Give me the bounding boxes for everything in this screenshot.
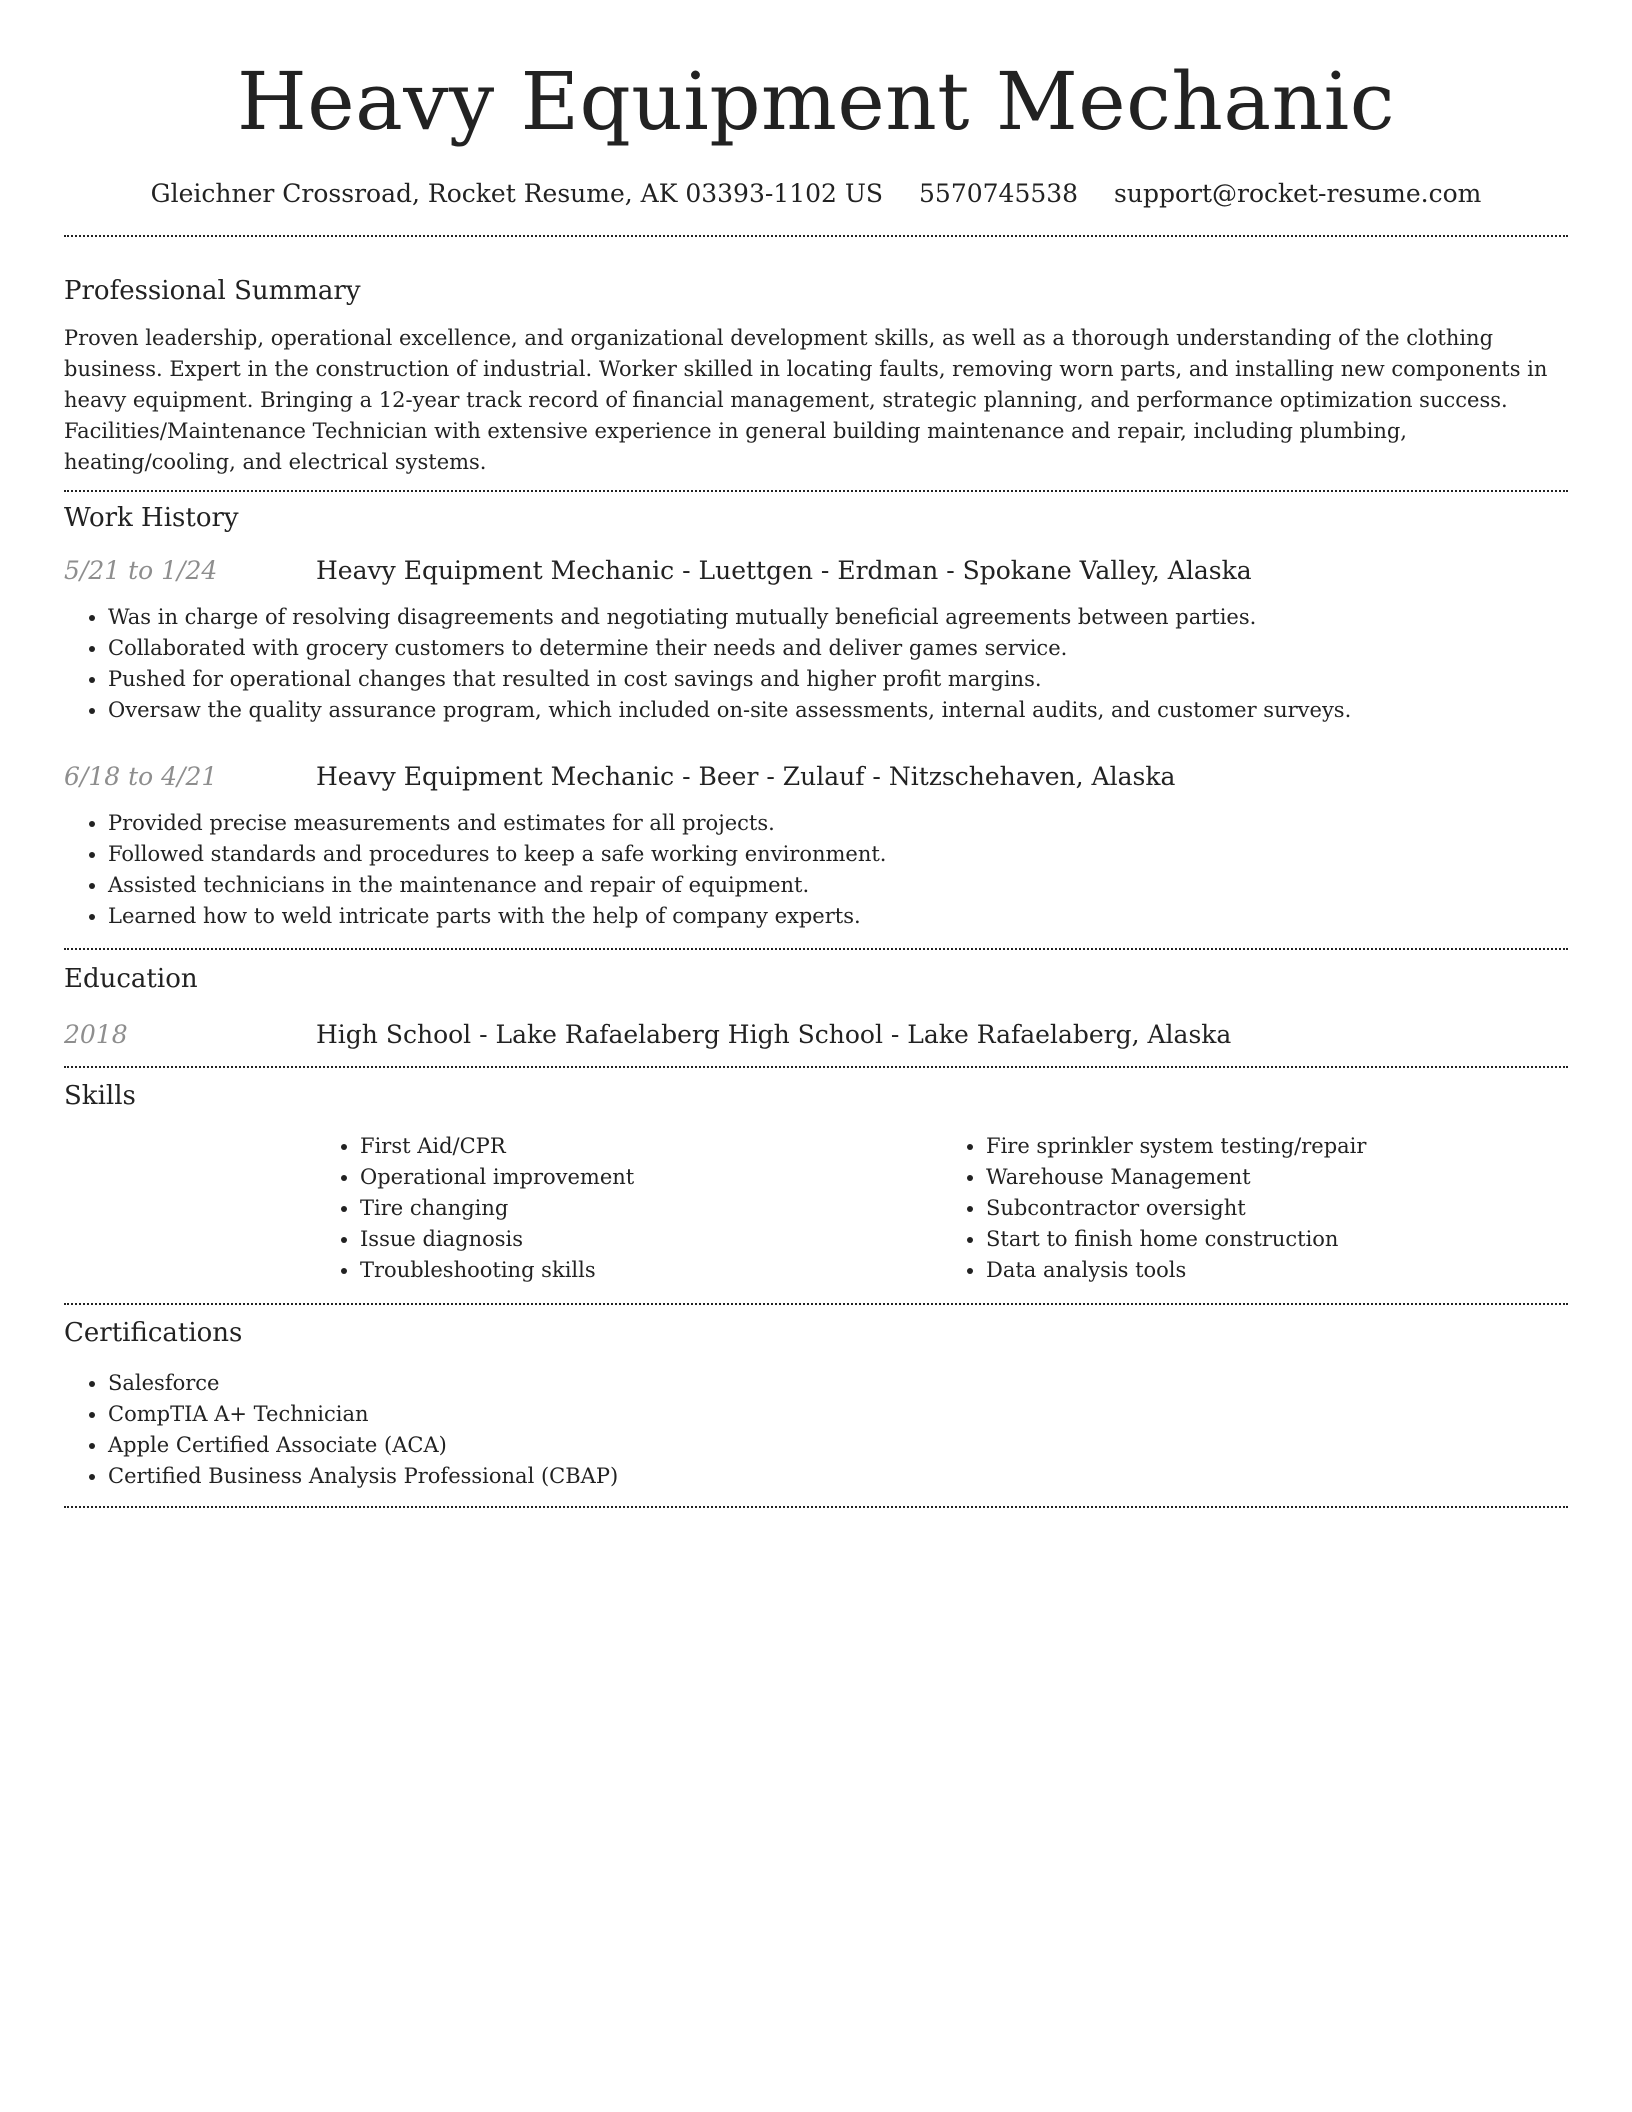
resume-name: Heavy Equipment Mechanic	[236, 55, 1396, 148]
job-company-location: - Luettgen - Erdman - Spokane Valley, Alaska	[674, 556, 1252, 585]
section-title-certifications: Certifications	[64, 1318, 243, 1348]
list-item: • Oversaw the quality assurance program, which included on-site assessments, internal audits, and customer surveys.	[108, 695, 1568, 726]
skills-columns	[316, 1131, 1568, 1286]
contact-line	[64, 178, 1568, 210]
list-item: • First Aid/CPR	[360, 1131, 942, 1162]
list-item: • Operational improvement	[360, 1162, 942, 1193]
section-title-education: Education	[64, 964, 198, 994]
list-item: • Certified Business Analysis Professional (CBAP)	[108, 1461, 1568, 1492]
contact-email: support@rocket-resume.com	[1114, 179, 1482, 208]
list-item: • Provided precise measurements and estimates for all projects.	[108, 808, 1568, 839]
certifications-section	[64, 1316, 1568, 1492]
certifications-list	[64, 1368, 1568, 1492]
contact-phone: 5570745538	[919, 179, 1079, 208]
contact-address: Gleichner Crossroad, Rocket Resume, AK 03393-1102 US	[150, 179, 884, 208]
divider	[64, 235, 1568, 237]
job-entry	[64, 760, 1568, 932]
list-item: • Apple Certified Associate (ACA)	[108, 1430, 1568, 1461]
education-section	[64, 962, 1568, 1052]
education-heading	[316, 1018, 1231, 1052]
summary-section	[64, 274, 1568, 478]
job-dates: 5/21 to 1/24	[64, 556, 218, 585]
list-item: • Pushed for operational changes that resulted in cost savings and higher profit margins.	[108, 664, 1568, 695]
list-item: • CompTIA A+ Technician	[108, 1399, 1568, 1430]
education-school: - Lake Rafaelaberg High School - Lake Rafaelaberg, Alaska	[471, 1020, 1232, 1049]
list-item: • Assisted technicians in the maintenance and repair of equipment.	[108, 870, 1568, 901]
list-item: • Followed standards and procedures to keep a safe working environment.	[108, 839, 1568, 870]
education-degree: High School	[316, 1020, 472, 1049]
education-entry	[64, 1018, 1568, 1052]
list-item: • Data analysis tools	[986, 1255, 1568, 1286]
job-bullets	[64, 808, 1568, 932]
list-item: • Issue diagnosis	[360, 1224, 942, 1255]
work-section	[64, 501, 1568, 932]
section-title-work: Work History	[64, 503, 239, 533]
job-dates: 6/18 to 4/21	[64, 762, 218, 791]
divider	[64, 490, 1568, 492]
job-entry	[64, 554, 1568, 726]
list-item: • Learned how to weld intricate parts with the help of company experts.	[108, 901, 1568, 932]
job-bullets	[64, 602, 1568, 726]
list-item: • Subcontractor oversight	[986, 1193, 1568, 1224]
section-title-summary: Professional Summary	[64, 276, 361, 306]
list-item: • Collaborated with grocery customers to determine their needs and deliver games service.	[108, 633, 1568, 664]
job-company-location: - Beer - Zulauf - Nitzschehaven, Alaska	[674, 762, 1176, 791]
divider	[64, 1506, 1568, 1508]
job-heading	[316, 760, 1175, 794]
job-title: Heavy Equipment Mechanic	[316, 556, 675, 585]
section-title-skills: Skills	[64, 1081, 136, 1111]
education-year: 2018	[64, 1020, 128, 1049]
divider	[64, 1303, 1568, 1305]
list-item: • Fire sprinkler system testing/repair	[986, 1131, 1568, 1162]
skills-list-right	[942, 1131, 1568, 1286]
divider	[64, 948, 1568, 950]
list-item: • Tire changing	[360, 1193, 942, 1224]
skills-section	[64, 1079, 1568, 1286]
list-item: • Was in charge of resolving disagreements and negotiating mutually beneficial agreements between parties.	[108, 602, 1568, 633]
list-item: • Salesforce	[108, 1368, 1568, 1399]
list-item: • Warehouse Management	[986, 1162, 1568, 1193]
skills-list-left	[316, 1131, 942, 1286]
divider	[64, 1066, 1568, 1068]
list-item: • Start to finish home construction	[986, 1224, 1568, 1255]
job-title: Heavy Equipment Mechanic	[316, 762, 675, 791]
job-heading	[316, 554, 1252, 588]
summary-text: Proven leadership, operational excellence, and organizational development skills, as well as a thorough understanding of the clothing business. Expert in the construction of industrial. Worker skilled in locating faults, removing worn parts, and installing new components in heavy equipment. Bringing a 12-year track record of financial management, strategic planning, and performance optimization success. Facilities/Maintenance Technician with extensive experience in general building maintenance and repair, including plumbing, heating/cooling, and electrical systems.	[64, 326, 1548, 474]
list-item: • Troubleshooting skills	[360, 1255, 942, 1286]
